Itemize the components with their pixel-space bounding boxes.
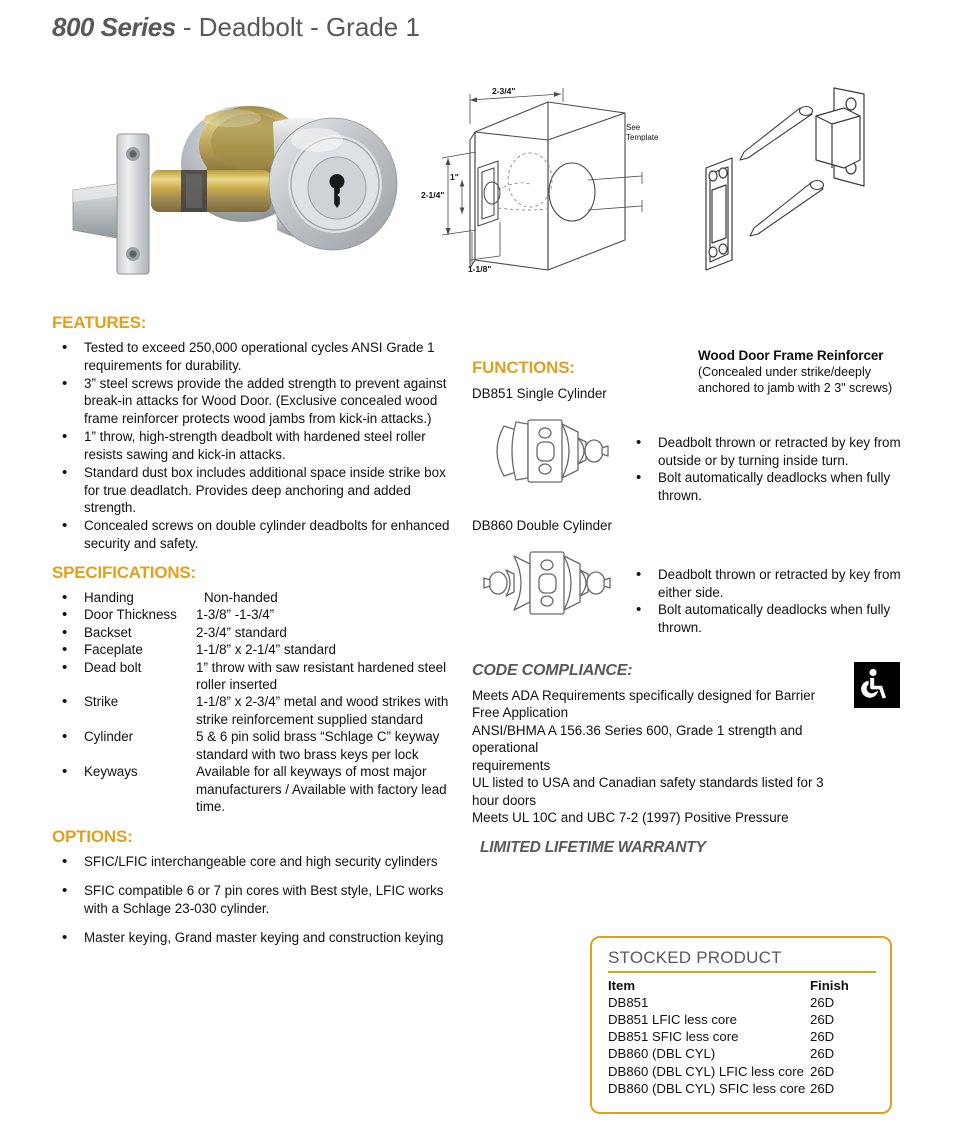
column-header-finish: Finish [810,978,849,993]
code-compliance-line: UL listed to USA and Canadian safety standards listed for 3 hour doors [472,775,824,808]
functions-heading: FUNCTIONS: [472,358,575,377]
specification-value: Non-handed [204,589,278,605]
table-row [608,1063,876,1080]
reinforcer-title: Wood Door Frame Reinforcer [698,348,884,363]
cell-item: DB860 (DBL CYL) [608,1046,716,1062]
code-compliance-line: requirements [472,757,551,773]
specification-value: Available for all keyways of most major manufacturers / Available with factory lead time. [196,764,447,814]
dim-height-label: 2-1/4" [421,190,445,200]
see-template-line1: See [626,123,641,132]
function-point: • Bolt automatically deadlocks when fully thrown. [624,469,902,504]
table-header-row [608,978,876,994]
double-cylinder-deadbolt-drawing [482,540,612,626]
function-block-db851 [472,386,902,504]
specification-label: • Faceplate [84,642,143,658]
specification-label: • Handing [84,589,134,605]
accessibility-wheelchair-icon [854,662,900,708]
cell-item: DB851 [608,995,649,1010]
page-title-series: 800 Series [52,12,176,42]
cell-item: DB851 SFIC less core [608,1029,739,1045]
function-points-db860 [624,566,902,637]
column-header-item: Item [608,978,636,993]
function-name-db860: DB860 Double Cylinder [472,518,612,533]
dim-bolt-label: 1" [450,172,459,182]
specification-label: • Keyways [84,764,138,780]
features-heading: FEATURES: [52,313,147,332]
cell-finish: 26D [810,1029,835,1045]
specification-row [52,606,457,623]
option-item: • SFIC compatible 6 or 7 pin cores with Best style, LFIC works with a Schlage 23-030 cylinder. [52,882,457,918]
cell-finish: 26D [810,1063,835,1079]
specification-label: • Cylinder [84,729,134,745]
feature-item: • Tested to exceed 250,000 operational cycles ANSI Grade 1 requirements for durability. [52,339,457,375]
specification-row [52,693,457,728]
table-row [608,1011,876,1028]
option-item: • SFIC/LFIC interchangeable core and high security cylinders [52,853,457,871]
deadbolt-product-photo [55,78,425,308]
table-row [608,994,876,1011]
option-item: • Master keying, Grand master keying and construction keying [52,929,457,947]
feature-item: • Standard dust box includes additional space inside strike box for true deadlatch. Provides deep anchoring and added strength. [52,464,457,517]
specification-row [52,589,457,606]
stocked-product-table [608,978,876,1097]
specification-value: 2-3/4” standard [196,624,287,640]
specification-row [52,641,457,658]
single-cylinder-deadbolt-drawing [482,408,612,494]
specification-label: • Backset [84,624,132,640]
specification-value: 1-1/8” x 2-3/4” metal and wood strikes with strike reinforcement supplied standard [196,694,449,727]
cell-item: DB860 (DBL CYL) LFIC less core [608,1063,804,1079]
specification-label: • Strike [84,694,119,710]
page-title-rest: - Deadbolt - Grade 1 [175,12,420,42]
options-heading: OPTIONS: [52,827,133,847]
right-content-column [472,358,902,857]
specification-row [52,728,457,763]
specifications-heading: SPECIFICATIONS: [52,562,197,582]
feature-item: • Concealed screws on double cylinder deadbolts for enhanced security and safety. [52,517,457,553]
cell-finish: 26D [810,1012,835,1028]
warranty-text: LIMITED LIFETIME WARRANTY [480,839,706,857]
code-compliance-line: Meets ADA Requirements specifically designed for Barrier [472,688,816,703]
cell-finish: 26D [810,1046,835,1062]
code-compliance-block [472,662,902,857]
specification-value: 1” throw with saw resistant hardened steel roller inserted [196,659,447,693]
specification-value: 1-3/8” -1-3/4” [196,607,275,623]
cell-item: DB851 LFIC less core [608,1012,737,1028]
function-name-db851: DB851 Single Cylinder [472,386,607,401]
code-compliance-lines [472,687,844,826]
feature-item: • 3” steel screws provide the added strength to prevent against break-in attacks for Wood Door. (Exclusive concealed wood frame reinforcer protects wood jambs from kick-in attacks.) [52,375,457,428]
stocked-product-box [590,936,892,1114]
code-compliance-line: Meets UL 10C and UBC 7-2 (1997) Positive Pressure [472,809,789,825]
feature-item: • 1” throw, high-strength deadbolt with hardened steel roller resists sawing and kick-in attacks. [52,428,457,464]
function-point: • Deadbolt thrown or retracted by key from either side. [624,566,902,601]
see-template-line2: Template [626,133,659,142]
options-list [52,853,457,946]
function-point: • Deadbolt thrown or retracted by key from outside or by turning inside turn. [624,434,902,469]
specification-row [52,624,457,641]
reinforcer-sub-line1: (Concealed under strike/deeply [698,365,872,380]
function-points-db851 [624,434,902,505]
cell-finish: 26D [810,1080,835,1096]
code-compliance-heading: CODE COMPLIANCE: [472,662,633,679]
specification-value: 1-1/8” x 2-1/4” standard [196,642,336,658]
reinforcer-sub-line2: anchored to jamb with 2 3" screws) [698,381,893,396]
wood-door-frame-reinforcer-art [688,82,888,282]
table-row [608,1045,876,1062]
page-title [52,12,420,43]
dim-faceplate-label: 1-1/8" [468,264,492,274]
code-compliance-line: Free Application [472,705,569,721]
specifications-list [52,589,457,815]
specification-row [52,763,457,815]
left-content-column [52,313,457,958]
function-point: • Bolt automatically deadlocks when fully thrown. [624,601,902,636]
features-list [52,339,457,553]
stocked-product-title: STOCKED PRODUCT [608,948,876,973]
specification-label: • Dead bolt [84,659,142,675]
door-preparation-diagram [420,80,675,300]
specification-row [52,659,457,694]
table-row [608,1080,876,1097]
table-row [608,1028,876,1045]
function-block-db860 [472,518,902,636]
cell-item: DB860 (DBL CYL) SFIC less core [608,1080,806,1096]
cell-finish: 26D [810,995,835,1010]
specification-value: 5 & 6 pin solid brass “Schlage C” keyway standard with two brass keys per lock [196,729,440,762]
code-compliance-line: ANSI/BHMA A 156.36 Series 600, Grade 1 strength and operational [472,722,803,756]
dim-width-label: 2-3/4" [492,86,516,96]
specification-label: • Door Thickness [84,607,177,623]
